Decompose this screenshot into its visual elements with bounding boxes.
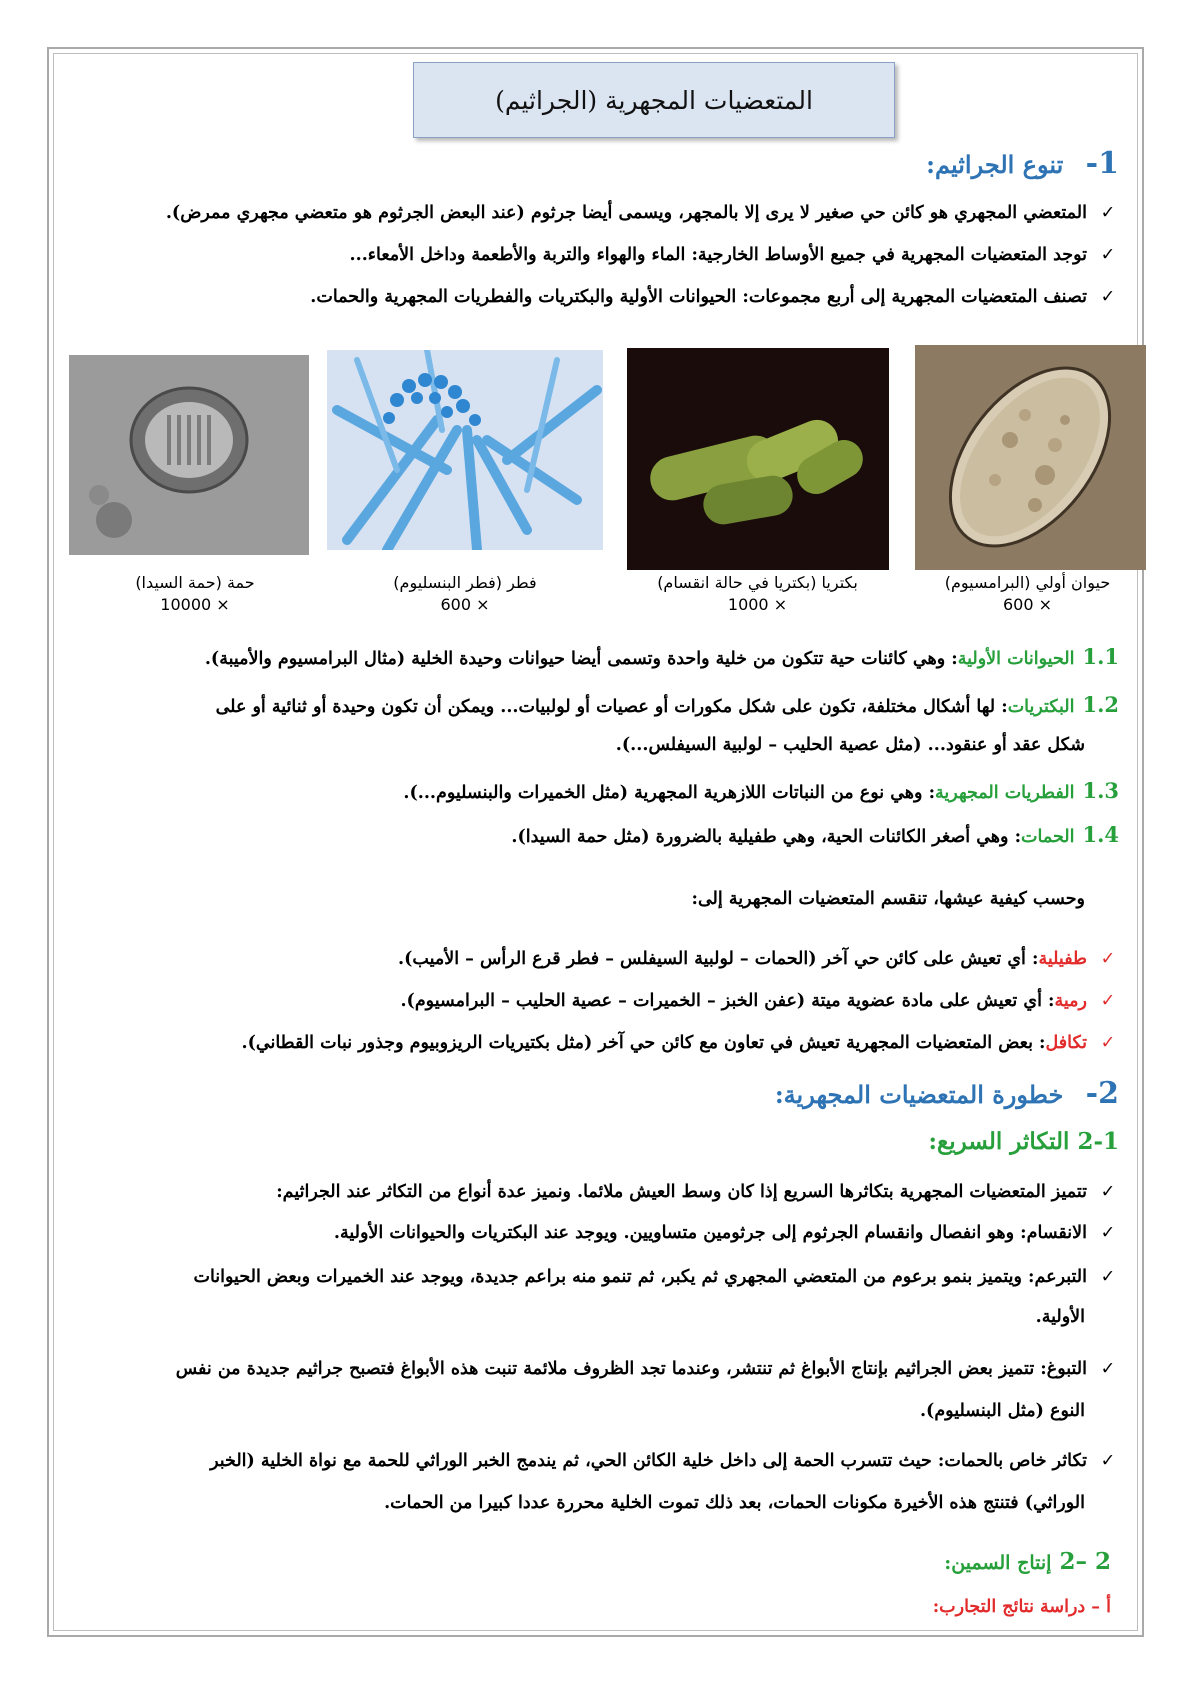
item-1-1 xyxy=(72,640,1119,676)
section-2-number: 2- xyxy=(1085,1076,1119,1111)
item-1-2-text-2: شكل عقد أو عنقود... (مثل عصية الحليب – لولبية السيفلس...). xyxy=(615,735,1085,755)
item-1-1-text: : وهي كائنات حية تتكون من خلية واحدة وتسمى أيضا حيوانات وحيدة الخلية (مثال البرامسيوم والأميبة). xyxy=(204,649,958,669)
caption-penicillium-zoom: × 600 xyxy=(440,595,490,614)
s2-bullet-5-text-2: الوراثي) فتنتج هذه الأخيرة مكونات الحمات، بعد ذلك تموت الخلية محررة عددا كبيرا من الحمات. xyxy=(384,1493,1085,1513)
section-2-2-a-text: أ – دراسة نتائج التجارب: xyxy=(932,1597,1111,1617)
item-1-4 xyxy=(72,818,1119,854)
mode-saprophytic-text: : أي تعيش على مادة عضوية ميتة (عفن الخبز – الخميرات – عصية الحليب – البرامسيوم). xyxy=(400,991,1055,1011)
s1-bullet-1 xyxy=(72,196,1119,230)
item-1-4-term: الحمات xyxy=(1021,827,1075,847)
item-1-3-number: 1.3 xyxy=(1082,778,1119,803)
penicillium-image xyxy=(327,350,603,550)
mode-parasitic xyxy=(72,942,1119,976)
s2-bullet-4-text: التبوغ: تتميز بعض الجراثيم بإنتاج الأبواغ ثم تنتشر، وعندما تجد الظروف ملائمة تنبت هذه الأبواغ فتصبح جراثيم جديدة من نفس xyxy=(175,1359,1087,1379)
s2-bullet-2 xyxy=(72,1216,1119,1250)
caption-bacteria-zoom: × 1000 xyxy=(727,595,788,614)
check-icon: ✓ xyxy=(1100,949,1116,969)
item-1-4-number: 1.4 xyxy=(1082,822,1119,847)
item-1-1-number: 1.1 xyxy=(1082,644,1119,669)
caption-bacteria-text: بكتريا (بكتريا في حالة انقسام) xyxy=(657,573,858,592)
item-1-2-number: 1.2 xyxy=(1082,692,1119,717)
item-1-2-term: البكتريات xyxy=(1007,697,1075,717)
item-1-3-text: : وهي نوع من النباتات اللازهرية المجهرية (مثل الخميرات والبنسليوم...). xyxy=(403,783,936,803)
check-icon: ✓ xyxy=(1100,245,1116,265)
s2-bullet-4-line2 xyxy=(72,1394,1085,1428)
check-icon: ✓ xyxy=(1100,991,1116,1011)
section-2-2-heading xyxy=(72,1548,1111,1575)
check-icon: ✓ xyxy=(1100,1223,1116,1243)
item-1-2-text: : لها أشكال مختلفة، تكون على شكل مكورات أو عصيات أو لولبيات... ويمكن أن تكون وحيدة أو ثنائية أو على xyxy=(215,697,1008,717)
check-icon: ✓ xyxy=(1100,1182,1116,1202)
section-2-title: خطورة المتعضيات المجهرية: xyxy=(774,1080,1064,1109)
s1-bullet-2 xyxy=(72,238,1119,272)
caption-penicillium xyxy=(335,572,595,616)
s2-bullet-4 xyxy=(72,1352,1119,1386)
s2-bullet-5-text: تكاثر خاص بالحمات: حيث تتسرب الحمة إلى داخل خلية الكائن الحي، ثم يندمج الخبر الوراثي للحمة مع نواة الخلية (الخبر xyxy=(210,1451,1087,1471)
s2-bullet-3-line2 xyxy=(72,1300,1085,1334)
section-2-1-heading xyxy=(72,1128,1119,1155)
check-icon: ✓ xyxy=(1100,1033,1116,1053)
s1-bullet-2-text: توجد المتعضيات المجهرية في جميع الأوساط الخارجية: الماء والهواء والتربة والأطعمة وداخل الأمعاء... xyxy=(349,245,1087,265)
mode-parasitic-term: طفيلية xyxy=(1038,949,1087,969)
mode-saprophytic xyxy=(72,984,1119,1018)
paramecium-image xyxy=(915,345,1146,570)
mode-saprophytic-term: رمية xyxy=(1054,991,1087,1011)
section-2-1-number: 2-1 xyxy=(1077,1128,1119,1155)
s1-bullet-3-text: تصنف المتعضيات المجهرية إلى أربع مجموعات: الحيوانات الأولية والبكتريات والفطريات المجهرية والحمات. xyxy=(310,287,1087,307)
caption-penicillium-text: فطر (فطر البنسليوم) xyxy=(393,573,537,592)
document-title: المتعضيات المجهرية (الجراثيم) xyxy=(495,85,813,115)
check-icon: ✓ xyxy=(1100,203,1116,223)
s2-bullet-3-text: التبرعم: ويتميز بنمو برعوم من المتعضي المجهري ثم يكبر، ثم تنمو منه براعم جديدة، ويوجد عند الخميرات وبعض الحيوانات xyxy=(193,1267,1087,1287)
s2-bullet-2-text: الانقسام: وهو انفصال وانقسام الجرثوم إلى جرثومين متساويين. ويوجد عند البكتريات والحيوانات الأولية. xyxy=(333,1223,1087,1243)
item-1-2 xyxy=(72,688,1119,724)
section-2-2-number: 2 –2 xyxy=(1059,1548,1111,1575)
s2-bullet-3 xyxy=(72,1260,1119,1294)
mode-symbiotic xyxy=(72,1026,1119,1060)
check-icon: ✓ xyxy=(1100,1267,1116,1287)
bacteria-image xyxy=(627,348,889,570)
section-2-heading xyxy=(72,1076,1119,1111)
living-modes-intro xyxy=(72,882,1085,916)
caption-paramecium-zoom: × 600 xyxy=(1002,595,1053,614)
caption-virus-zoom: × 10000 xyxy=(160,595,230,614)
s2-bullet-1-text: تتميز المتعضيات المجهرية بتكاثرها السريع إذا كان وسط العيش ملائما. ونميز عدة أنواع من التكاثر عند الجراثيم: xyxy=(276,1182,1087,1202)
section-1-title: تنوع الجراثيم: xyxy=(926,150,1064,179)
item-1-4-text: : وهي أصغر الكائنات الحية، وهي طفيلية بالضرورة (مثل حمة السيدا). xyxy=(511,827,1022,847)
s2-bullet-1 xyxy=(72,1175,1119,1209)
s2-bullet-5-line2 xyxy=(72,1486,1085,1520)
s2-bullet-5 xyxy=(72,1444,1119,1478)
item-1-3-term: الفطريات المجهرية xyxy=(935,783,1075,803)
hiv-virus-image xyxy=(69,355,309,555)
s1-bullet-3 xyxy=(72,280,1119,314)
check-icon: ✓ xyxy=(1100,1359,1116,1379)
mode-symbiotic-text: : بعض المتعضيات المجهرية تعيش في تعاون مع كائن حي آخر (مثل بكتيريات الريزوبيوم وجذور نبات القطاني). xyxy=(241,1033,1046,1053)
s1-bullet-1-text: المتعضي المجهري هو كائن حي صغير لا يرى إلا بالمجهر، ويسمى أيضا جرثوم (عند البعض الجرثوم هو متعضي مجهري ممرض). xyxy=(165,203,1087,223)
item-1-1-term: الحيوانات الأولية xyxy=(957,649,1075,669)
check-icon: ✓ xyxy=(1100,1451,1116,1471)
caption-bacteria xyxy=(615,572,900,616)
document-title-box xyxy=(413,62,895,138)
item-1-3 xyxy=(72,774,1119,810)
section-2-1-title: التكاثر السريع: xyxy=(928,1128,1070,1155)
caption-paramecium xyxy=(905,572,1150,616)
s2-bullet-3-text-2: الأولية. xyxy=(1035,1307,1085,1327)
mode-symbiotic-term: تكافل xyxy=(1045,1033,1087,1053)
section-2-2-a xyxy=(72,1590,1111,1624)
check-icon: ✓ xyxy=(1100,287,1116,307)
caption-paramecium-text: حيوان أولي (البرامسيوم) xyxy=(944,573,1111,592)
section-2-2-title: إنتاج السمين: xyxy=(944,1552,1052,1574)
living-modes-intro-text: وحسب كيفية عيشها، تنقسم المتعضيات المجهرية إلى: xyxy=(691,889,1085,909)
s2-bullet-4-text-2: النوع (مثل البنسليوم). xyxy=(919,1401,1085,1421)
section-1-number: 1- xyxy=(1085,146,1119,181)
caption-virus-text: حمة (حمة السيدا) xyxy=(135,573,255,592)
item-1-2-line2 xyxy=(72,728,1085,762)
section-1-heading xyxy=(72,146,1119,181)
caption-virus xyxy=(95,572,295,616)
mode-parasitic-text: : أي تعيش على كائن حي آخر (الحمات – لولبية السيفلس – فطر قرع الرأس – الأميب). xyxy=(398,949,1039,969)
